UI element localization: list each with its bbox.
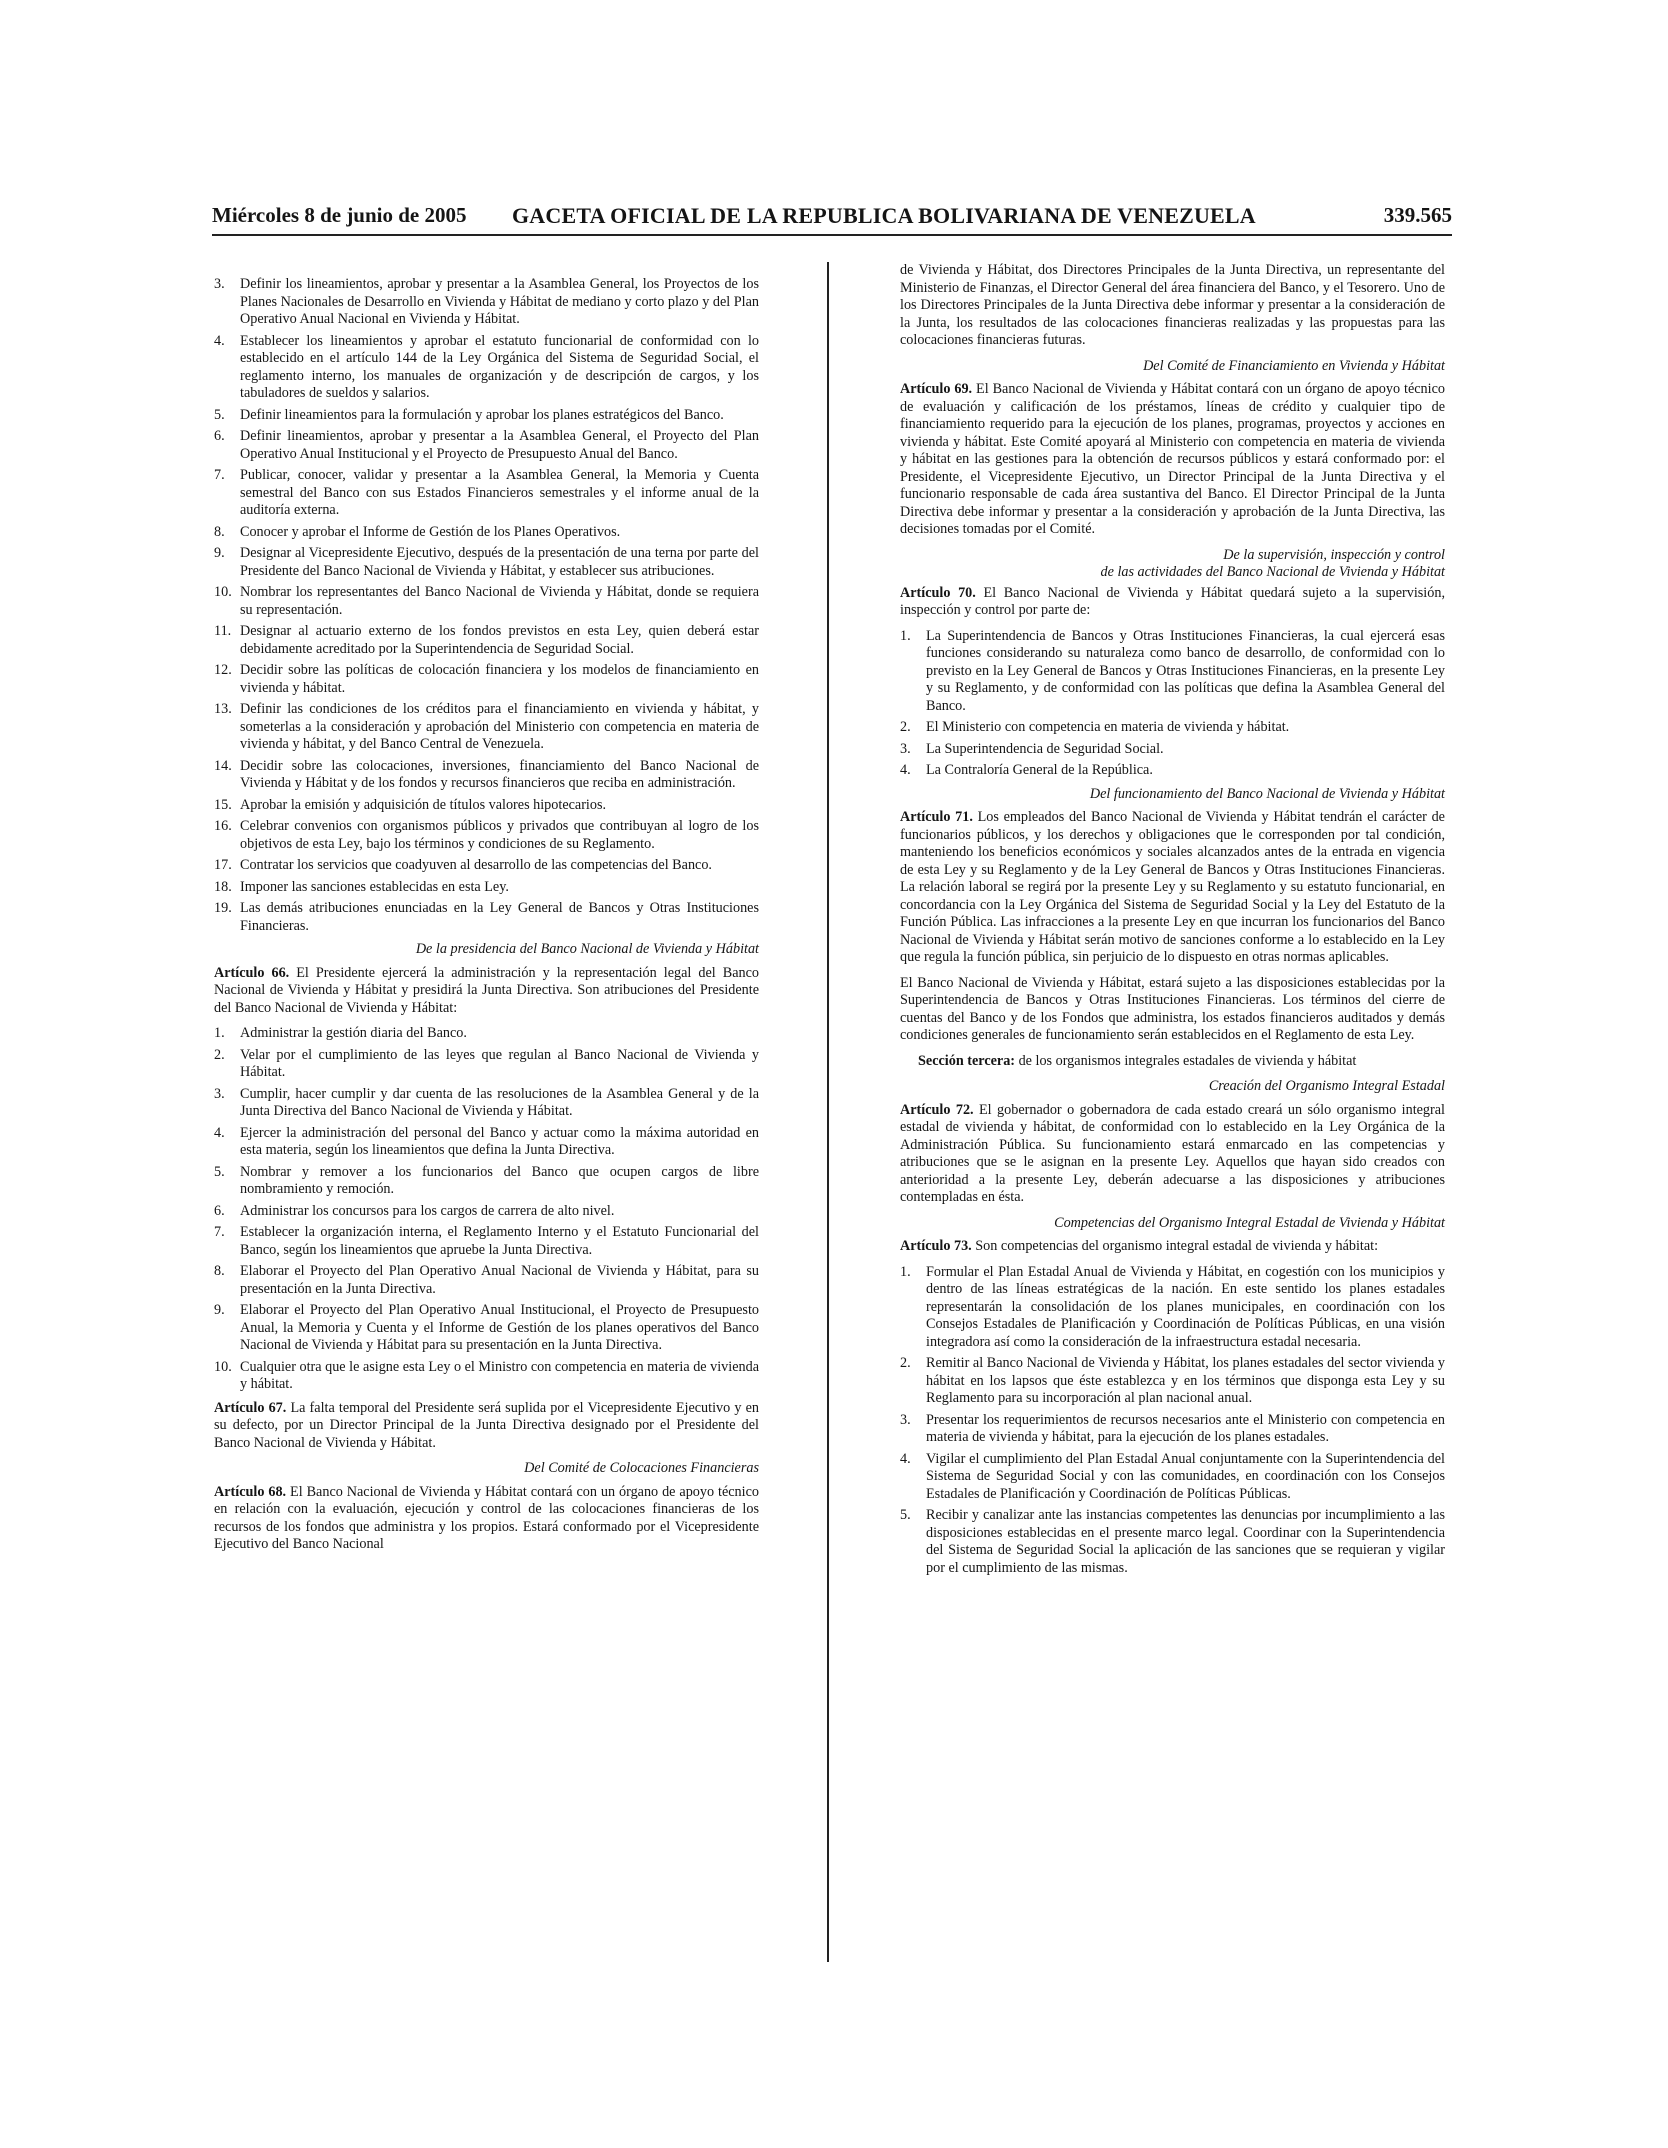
list-item <box>900 1355 1445 1408</box>
list-item <box>214 428 759 463</box>
list-item-number: 5. <box>214 1163 225 1180</box>
list-item-number: 9. <box>214 1302 225 1318</box>
list-item <box>900 762 1445 780</box>
list-item-text: La Superintendencia de Bancos y Otras Instituciones Financieras, la cual ejercerá esas funciones considerando su naturaleza como banco de desarrollo, de conformidad con lo previsto en la Ley General de Bancos y Otras Instituciones Financieras, en la presente Ley y su Reglamento, y de conformidad con las políticas que defina la Asamblea General del Banco. <box>926 627 1445 714</box>
list-item-text: Velar por el cumplimiento de las leyes que regulan al Banco Nacional de Vivienda y Hábitat. <box>240 1046 759 1080</box>
list-item <box>214 467 759 520</box>
article-70-text: El Banco Nacional de Vivienda y Hábitat quedará sujeto a la supervisión, inspección y control por parte de: <box>900 584 1445 618</box>
attributions-list <box>214 276 759 935</box>
list-item-number: 4. <box>214 332 225 349</box>
list-item <box>214 1025 759 1043</box>
article-71-label: Artículo 71. <box>900 809 973 825</box>
list-item <box>214 900 759 935</box>
article-66 <box>214 965 759 1018</box>
list-item-text: Elaborar el Proyecto del Plan Operativo Anual Nacional de Vivienda y Hábitat, para su presentación en la Junta Directiva. <box>240 1263 759 1297</box>
list-item <box>900 1451 1445 1504</box>
right-column <box>900 262 1445 1583</box>
article-68-continued: de Vivienda y Hábitat, dos Directores Principales de la Junta Directiva, un representante del Ministerio de Finanzas, el Director General del área financiera del Banco, y el Tesorero. Uno de los Directores Principales de la Junta Directiva debe informar y presentar a la consideración de la Junta, los resultados de las colocaciones financieras realizadas y las propuestas para las colocaciones financieras futuras. <box>900 262 1445 348</box>
list-item-text: Contratar los servicios que coadyuven al desarrollo de las competencias del Banco. <box>240 857 712 873</box>
list-item-text: Designar al Vicepresidente Ejecutivo, después de la presentación de una terna por parte del Presidente del Banco Nacional de Vivienda y Hábitat, y establecer sus atribuciones. <box>240 545 759 579</box>
list-item-text: Recibir y canalizar ante las instancias competentes las denuncias por incumplimiento a las disposiciones establecidas en el presente marco legal. Coordinar con la Superintendencia del Sistema de Seguridad Social la aplicación de las sanciones que se requieran y vigilar por el cumplimiento de las mismas. <box>926 1507 1445 1576</box>
list-item <box>214 857 759 875</box>
list-item <box>214 623 759 658</box>
list-item <box>214 333 759 403</box>
list-item-number: 4. <box>214 1124 225 1141</box>
list-item-text: Administrar la gestión diaria del Banco. <box>240 1025 467 1041</box>
list-item-text: Definir las condiciones de los créditos para el financiamiento en vivienda y hábitat, y someterlas a la consideración y aprobación del Ministerio con competencia en materia de vivienda y hábitat, y del Banco Central de Venezuela. <box>240 701 759 752</box>
section-heading-competencias: Competencias del Organismo Integral Estadal de Vivienda y Hábitat <box>1054 1214 1445 1231</box>
list-item-text: Nombrar los representantes del Banco Nacional de Vivienda y Hábitat, donde se requiera su representación. <box>240 584 759 618</box>
article-66-text: El Presidente ejercerá la administración y la representación legal del Banco Nacional de Vivienda y Hábitat y presidirá la Junta Directiva. Son atribuciones del Presidente del Banco Nacional de Vivienda y Hábitat: <box>214 964 759 1016</box>
list-item-number: 15. <box>214 796 232 813</box>
section-tercera <box>918 1053 1445 1071</box>
article-69-text: El Banco Nacional de Vivienda y Hábitat contará con un órgano de apoyo técnico de evaluación y calificación de los préstamos, líneas de crédito y cualquier tipo de financiamiento requerido para la ejecución de los planes, programas, proyectos y acciones en vivienda y hábitat. Este Comité apoyará al Ministerio con competencia en materia de vivienda y hábitat en las gestiones para la obtención de recursos públicos y estará conformado por: el Presidente, el Vicepresidente Ejecutivo, un Director Principal de la Junta Directiva y el funcionario responsable de cada área sustantiva del Banco. El Director Principal de la Junta Directiva debe informar y presentar a la consideración y aprobación de la Junta Directiva, las decisiones tomadas por el Comité. <box>900 381 1445 537</box>
list-item-number: 2. <box>900 1355 911 1371</box>
list-item-number: 2. <box>214 1046 225 1063</box>
list-item-text: Definir lineamientos para la formulación y aprobar los planes estratégicos del Banco. <box>240 406 724 423</box>
section-heading-supervision-line-2: de las actividades del Banco Nacional de Vivienda y Hábitat <box>1100 563 1445 580</box>
list-item-text: La Contraloría General de la República. <box>926 762 1153 778</box>
list-item-text: Remitir al Banco Nacional de Vivienda y Hábitat, los planes estadales del sector vivienda y hábitat en los lapsos que éste establezca y en los términos que disponga esta Ley y su Reglamento para su incorporación al plan nacional anual. <box>926 1355 1445 1406</box>
list-item-number: 12. <box>214 662 232 678</box>
article-66-label: Artículo 66. <box>214 964 290 981</box>
list-item <box>214 758 759 793</box>
section-heading-financiamiento: Del Comité de Financiamiento en Vivienda y Hábitat <box>1143 357 1445 374</box>
article-70-label: Artículo 70. <box>900 584 976 601</box>
list-item-text: Cualquier otra que le asigne esta Ley o el Ministro con competencia en materia de vivienda y hábitat. <box>240 1358 759 1392</box>
list-item-number: 8. <box>214 1263 225 1279</box>
list-item-number: 4. <box>900 762 911 778</box>
list-item <box>214 1263 759 1298</box>
list-item <box>214 276 759 329</box>
list-item-number: 9. <box>214 545 225 561</box>
section-tercera-label: Sección tercera: <box>918 1052 1016 1069</box>
list-item-number: 16. <box>214 818 232 834</box>
page-number: 339.565 <box>1383 203 1452 227</box>
list-item-number: 17. <box>214 857 232 873</box>
section-tercera-text: de los organismos integrales estadales de vivienda y hábitat <box>1015 1052 1357 1069</box>
list-item <box>214 545 759 580</box>
article-72-text: El gobernador o gobernadora de cada estado creará un sólo organismo integral estadal de vivienda y hábitat, de conformidad con lo establecido en la Ley Orgánica de la Administración Pública. Su funcionamiento estará enmarcado en las competencias y atribuciones que se le asignan en la presente Ley. Aquellos que hayan sido creados con anterioridad a la presente Ley, deberán adecuarse a las disposiciones y atribuciones contempladas en ésta. <box>900 1101 1445 1205</box>
list-item <box>214 701 759 754</box>
list-item-number: 19. <box>214 900 232 916</box>
list-item-number: 7. <box>214 467 225 483</box>
list-item-number: 1. <box>900 627 911 644</box>
article-73 <box>900 1238 1445 1256</box>
list-item <box>900 741 1445 759</box>
list-item-text: Ejercer la administración del personal del Banco y actuar como la máxima autoridad en esta materia, según los lineamientos que defina la Junta Directiva. <box>240 1124 759 1158</box>
list-item <box>214 1047 759 1082</box>
list-item <box>214 1224 759 1259</box>
article-67-label: Artículo 67. <box>214 1399 287 1416</box>
list-item <box>214 1302 759 1355</box>
list-item-text: Establecer los lineamientos y aprobar el estatuto funcionarial de conformidad con lo establecido en el artículo 144 de la Ley Orgánica del Sistema de Seguridad Social, el reglamento interno, los manuales de organización y de descripción de cargos, y los tabuladores de sueldos y salarios. <box>240 332 759 401</box>
section-heading-creacion: Creación del Organismo Integral Estadal <box>1208 1078 1445 1094</box>
header-rule <box>212 234 1452 236</box>
list-item-text: Imponer las sanciones establecidas en esta Ley. <box>240 878 509 895</box>
section-heading-supervision-line-1: De la supervisión, inspección y control <box>1223 546 1445 563</box>
list-item-text: Designar al actuario externo de los fondos previstos en esta Ley, quien deberá estar debidamente acreditado por la Superintendencia de Seguridad Social. <box>240 623 759 657</box>
list-item <box>214 1359 759 1394</box>
section-heading-funcionamiento: Del funcionamiento del Banco Nacional de Vivienda y Hábitat <box>1089 785 1445 802</box>
list-item-number: 2. <box>900 719 911 735</box>
list-item <box>214 879 759 897</box>
article-69 <box>900 381 1445 539</box>
competencias-list <box>900 1264 1445 1578</box>
list-item <box>214 1164 759 1199</box>
list-item-number: 5. <box>214 406 225 423</box>
list-item <box>900 1412 1445 1447</box>
list-item-text: Las demás atribuciones enunciadas en la Ley General de Bancos y Otras Instituciones Financieras. <box>240 900 759 934</box>
list-item <box>214 662 759 697</box>
list-item-number: 13. <box>214 701 232 717</box>
list-item <box>214 524 759 542</box>
list-item-text: Administrar los concursos para los cargos de carrera de alto nivel. <box>240 1202 615 1219</box>
header-date: Miércoles 8 de junio de 2005 <box>212 203 467 227</box>
list-item-text: El Ministerio con competencia en materia de vivienda y hábitat. <box>926 719 1290 735</box>
article-70 <box>900 585 1445 620</box>
column-divider <box>827 262 829 1962</box>
list-item-number: 18. <box>214 878 232 895</box>
section-heading-presidencia: De la presidencia del Banco Nacional de Vivienda y Hábitat <box>415 941 759 957</box>
list-item-text: Definir los lineamientos, aprobar y presentar a la Asamblea General, los Proyectos de los Planes Nacionales de Desarrollo en Vivienda y Hábitat de mediano y corto plazo y del Plan Operativo Anual Nacional en Vivienda y Hábitat. <box>240 276 759 327</box>
list-item-text: Elaborar el Proyecto del Plan Operativo Anual Institucional, el Proyecto de Presupuesto Anual, la Memoria y Cuenta y el Informe de Gestión de los planes operativos del Banco Nacional de Vivienda y Hábitat para su presentación en la Junta Directiva. <box>240 1302 759 1353</box>
article-72-label: Artículo 72. <box>900 1101 974 1118</box>
list-item-text: Decidir sobre las políticas de colocación financiera y los modelos de financiamiento en vivienda y hábitat. <box>240 662 759 696</box>
section-heading-colocaciones: Del Comité de Colocaciones Financieras <box>524 1460 759 1476</box>
supervision-list <box>900 628 1445 780</box>
list-item-text: Formular el Plan Estadal Anual de Vivienda y Hábitat, en cogestión con los municipios y dentro de las líneas estratégicas de la nación. En este sentido los planes estadales representarán la consolidación de los planes municipales, en coordinación con los Consejos Estadales de Planificación y Coordinación de Políticas Públicas, en una visión integradora así como la consideración de la infraestructura estadal necesaria. <box>926 1263 1445 1350</box>
header-title: GACETA OFICIAL DE LA REPUBLICA BOLIVARIANA DE VENEZUELA <box>512 203 1256 228</box>
list-item-number: 10. <box>214 1358 232 1375</box>
article-67 <box>214 1400 759 1453</box>
list-item-number: 8. <box>214 523 225 540</box>
article-71 <box>900 809 1445 967</box>
list-item-text: Decidir sobre las colocaciones, inversiones, financiamiento del Banco Nacional de Vivienda y Hábitat y de los fondos y recursos financieros que reciba en administración. <box>240 757 759 791</box>
list-item-number: 14. <box>214 757 232 774</box>
list-item-number: 5. <box>900 1507 911 1523</box>
list-item-text: Cumplir, hacer cumplir y dar cuenta de las resoluciones de la Asamblea General y de la Junta Directiva del Banco Nacional de Vivienda y Hábitat. <box>240 1085 759 1119</box>
left-column <box>214 276 759 1562</box>
article-71-text: Los empleados del Banco Nacional de Vivienda y Hábitat tendrán el carácter de funcionarios públicos, y los derechos y obligaciones que le corresponden por tal condición, manteniendo los beneficios económicos y sociales alcanzados antes de la entrada en vigencia de esta Ley y su Reglamento y de la Ley General de Bancos y Otras Instituciones Financieras. La relación laboral se regirá por la presente Ley y su Reglamento y su estatuto funcionarial, en concordancia con la Ley Orgánica del Sistema de Seguridad Social y la Ley del Estatuto de la Función Pública. Las infracciones a la presente Ley en que incurran los funcionarios del Banco Nacional de Vivienda y Hábitat serán motivo de sanciones conforme a lo establecido en la Ley que regula la función pública, sin perjuicio de lo dispuesto en otras normas aplicables. <box>900 809 1445 965</box>
article-73-label: Artículo 73. <box>900 1238 972 1254</box>
list-item-number: 6. <box>214 428 225 444</box>
article-68-label: Artículo 68. <box>214 1483 287 1500</box>
page-header <box>212 203 1452 239</box>
list-item-text: Aprobar la emisión y adquisición de títulos valores hipotecarios. <box>240 796 607 813</box>
article-71-paragraph-2: El Banco Nacional de Vivienda y Hábitat, estará sujeto a las disposiciones establecidas por la Superintendencia de Bancos y Otras Instituciones Financieras. Los términos del cierre de cuentas del Banco y de los Fondos que administra, los estados financieros auditados y demás condiciones generales de funcionamiento serán establecidos en el Reglamento de esta Ley. <box>900 974 1445 1043</box>
list-item-number: 3. <box>214 1085 225 1102</box>
list-item-text: Publicar, conocer, validar y presentar a la Asamblea General, la Memoria y Cuenta semestral del Banco con sus Estados Financieros semestrales y el informe anual de la auditoría externa. <box>240 467 759 518</box>
list-item-text: Definir lineamientos, aprobar y presentar a la Asamblea General, el Proyecto del Plan Operativo Anual Institucional y el Proyecto de Presupuesto Anual del Banco. <box>240 428 759 462</box>
list-item-text: Nombrar y remover a los funcionarios del Banco que ocupen cargos de libre nombramiento y remoción. <box>240 1163 759 1197</box>
list-item <box>900 628 1445 716</box>
article-72 <box>900 1102 1445 1207</box>
list-item-number: 6. <box>214 1202 225 1219</box>
article-67-text: La falta temporal del Presidente será suplida por el Vicepresidente Ejecutivo y en su defecto, por un Director Principal de la Junta Directiva designado por el Presidente del Banco Nacional de Vivienda y Hábitat. <box>214 1399 759 1451</box>
list-item-text: Vigilar el cumplimiento del Plan Estadal Anual conjuntamente con la Superintendencia del Sistema de Seguridad Social y con las comunidades, en coordinación con los Consejos Estadales de Planificación y Coordinación de Políticas Públicas. <box>926 1450 1445 1502</box>
list-item <box>214 584 759 619</box>
list-item <box>214 818 759 853</box>
list-item-number: 7. <box>214 1224 225 1240</box>
list-item <box>214 407 759 425</box>
list-item <box>900 1264 1445 1352</box>
list-item-number: 1. <box>900 1263 911 1280</box>
list-item <box>900 719 1445 737</box>
list-item <box>214 1203 759 1221</box>
article-73-text: Son competencias del organismo integral estadal de vivienda y hábitat: <box>971 1238 1379 1254</box>
list-item-number: 1. <box>214 1025 225 1041</box>
section-heading-supervision <box>900 547 1445 581</box>
list-item-text: Celebrar convenios con organismos públicos y privados que contribuyan al logro de los objetivos de esta Ley, bajo los términos y condiciones de su Reglamento. <box>240 818 759 852</box>
article-69-label: Artículo 69. <box>900 381 973 397</box>
list-item <box>214 1125 759 1160</box>
list-item-number: 3. <box>900 1411 911 1428</box>
list-item-number: 11. <box>214 623 232 639</box>
article-68-text: El Banco Nacional de Vivienda y Hábitat contará con un órgano de apoyo técnico en relación con la evaluación, ejecución y control de las colocaciones financieras de los recursos de los fondos que administra y los propios. Estará conformado por el Vicepresidente Ejecutivo del Banco Nacional <box>214 1483 759 1552</box>
list-item-text: La Superintendencia de Seguridad Social. <box>926 740 1164 757</box>
list-item-number: 3. <box>214 276 225 292</box>
list-item-number: 3. <box>900 740 911 757</box>
list-item <box>214 797 759 815</box>
list-item-text: Conocer y aprobar el Informe de Gestión de los Planes Operativos. <box>240 523 621 540</box>
list-item-text: Establecer la organización interna, el Reglamento Interno y el Estatuto Funcionarial del Banco, según los lineamientos que apruebe la Junta Directiva. <box>240 1224 759 1258</box>
list-item <box>214 1086 759 1121</box>
list-item <box>900 1507 1445 1577</box>
list-item-number: 4. <box>900 1450 911 1467</box>
list-item-number: 10. <box>214 584 232 600</box>
list-item-text: Presentar los requerimientos de recursos necesarios ante el Ministerio con competencia en materia de vivienda y hábitat, para la ejecución de los planes estadales. <box>926 1411 1445 1445</box>
president-attributions-list <box>214 1025 759 1394</box>
article-68 <box>214 1484 759 1554</box>
